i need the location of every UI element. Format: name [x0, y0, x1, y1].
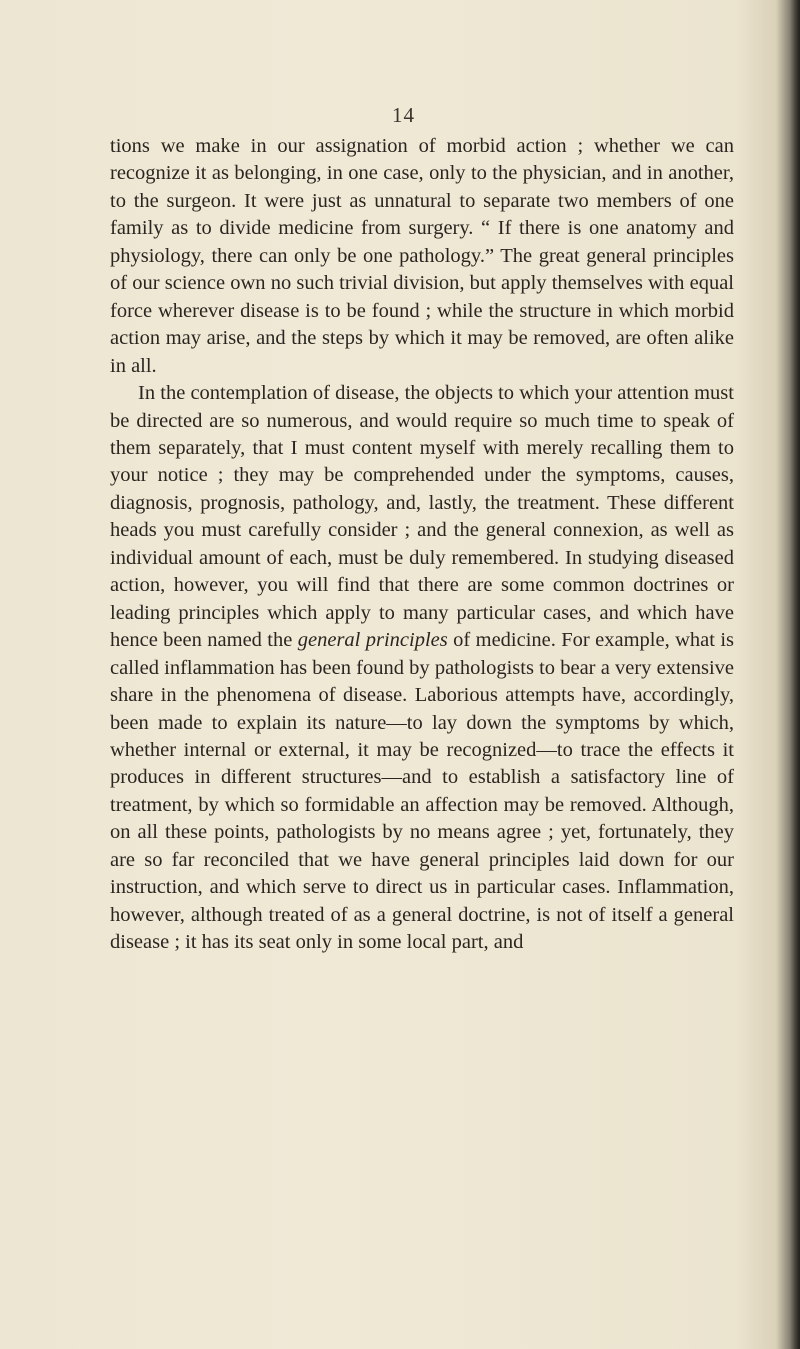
emphasized-phrase: general principles — [297, 629, 448, 652]
page-edge-shadow — [790, 0, 800, 1349]
paragraph-text: of medicine. For example, what is called inflammation has been found by pathologists to bear a very extensive share in the phenomena of disease. Laborious attempts have, accordingly, been made to explain its nature—to lay down the symptoms by which, whether internal or external, it may be recognized—to trace the effects it produces in different structures—and to establish a satisfactory line of treatment, by which so formidable an affection may be removed. Although, on all these points, pathologists by no means agree ; yet, fortunately, they are so far reconciled that we have general principles laid down for our instruction, and which serve to direct us in particular cases. Inflammation, however, although treated of as a general doctrine, is not of itself a general disease ; it has its seat only in some local part, and — [110, 629, 734, 954]
paragraph — [110, 380, 734, 957]
page-number: 14 — [392, 103, 415, 127]
page-body — [110, 133, 734, 957]
paragraph: tions we make in our assignation of morbid action ; whether we can recognize it as belonging, in one case, only to the physician, and in another, to the surgeon. It were just as unnatural to separate two members of one family as to divide medicine from surgery. “ If there is one anatomy and physiology, there can only be one pathology.” The great general principles of our science own no such trivial division, but apply themselves with equal force wherever disease is to be found ; while the structure in which morbid action may arise, and the steps by which it may be removed, are often alike in all. — [110, 135, 734, 377]
paragraph-text: In the contemplation of disease, the objects to which your attention must be directed are so numerous, and would require so much time to speak of them separately, that I must content myself with merely recalling them to your notice ; they may be comprehended under the symptoms, causes, diagnosis, prognosis, pathology, and, lastly, the treatment. These different heads you must carefully consider ; and the general connexion, as well as individual amount of each, must be duly remembered. In studying diseased action, however, you will find that there are some common doctrines or leading principles which apply to many particular cases, and which have hence been named the — [110, 382, 734, 652]
